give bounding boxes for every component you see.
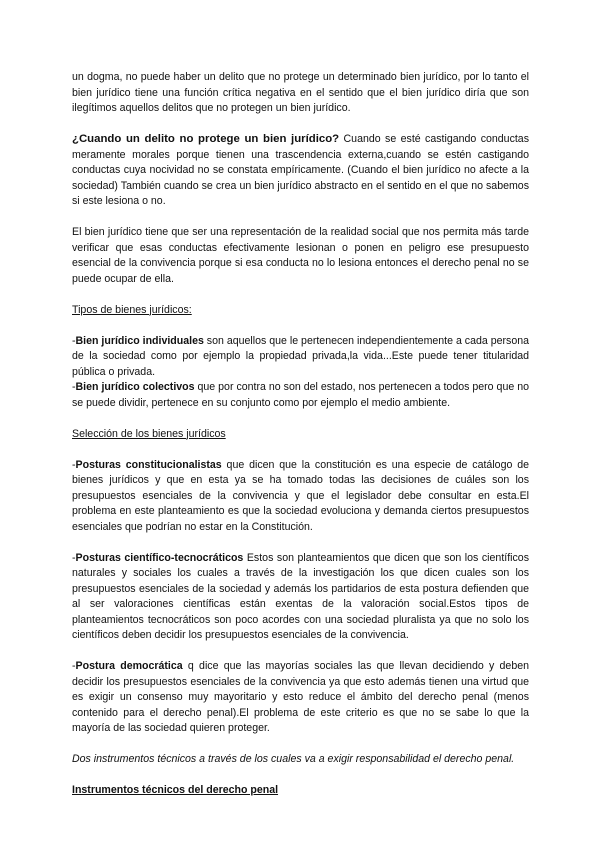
section-heading-instruments: Instrumentos técnicos del derecho penal bbox=[72, 784, 279, 796]
definition-individual: son aquellos que le pertenecen independientemente a cada persona de la sociedad como por ejemplo la propiedad privada,la vida...Este puede tener titularidad pública o privada. bbox=[72, 334, 529, 378]
list-dash: - bbox=[72, 458, 76, 471]
term-individual: Bien jurídico individuales bbox=[75, 334, 204, 347]
paragraph-dogma: un dogma, no puede haber un delito que no protege un determinado bien jurídico, por lo tanto el bien jurídico tiene una función crítica negativa en el sentido que el bien jurídico diría que son ilegítimos aquellos delitos que no protegen un bien jurídico. bbox=[72, 71, 529, 114]
paragraph-representation: El bien jurídico tiene que ser una representación de la realidad social que nos permita más tarde verificar que esas conductas efectivamente lesionan o ponen en peligro ese presupuesto esencial de la convivencia porque si esa conducta no lo lesiona entonces el derecho penal no se puede ocupar de ella. bbox=[72, 226, 529, 285]
term-scientific: Posturas científico-tecnocráticos bbox=[75, 551, 244, 564]
list-dash: - bbox=[72, 551, 76, 564]
italic-note: Dos instrumentos técnicos a través de los cuales va a exigir responsabilidad el derecho penal. bbox=[72, 753, 515, 765]
section-heading-types: Tipos de bienes jurídicos: bbox=[72, 303, 192, 316]
list-dash: - bbox=[72, 334, 76, 347]
definition-constitutional: que dicen que la constitución es una especie de catálogo de bienes jurídicos y que en esta ya se ha tomado todas las decisiones de cuáles son los presupuestos esenciales de la convivencia y que el legislador debe consultar en esta.El problema en este planteamiento es que la sociedad evoluciona y demanda ciertos presupuestos esenciales que podrían no estar en la Constitución. bbox=[72, 458, 529, 533]
list-item-individual bbox=[72, 334, 529, 381]
definition-collective: que por contra no son del estado, nos pertenecen a todos pero que no se puede dividir, pertenece en su conjunto como por ejemplo el medio ambiente. bbox=[72, 381, 529, 409]
list-dash: - bbox=[72, 381, 76, 393]
posture-democratic bbox=[72, 659, 529, 737]
term-democratic: Postura democrática bbox=[75, 660, 183, 672]
question-heading: ¿Cuando un delito no protege un bien jurídico? bbox=[72, 133, 340, 145]
list-dash: - bbox=[72, 660, 76, 672]
term-constitutional: Posturas constitucionalistas bbox=[75, 458, 222, 471]
definition-democratic: q dice que las mayorías sociales las que llevan decidiendo y deben decidir los presupuestos esenciales de la convivencia ya que esto además tienen una virtud que es exigir un consenso muy mayoritario y esto reduce el ámbito del derecho penal (menos contenido para el derecho penal).El problema de este criterio es que no se sabe lo que la mayoría de las sociedad quieren proteger. bbox=[72, 660, 529, 734]
question-answer: Cuando se esté castigando conductas meramente morales porque tienen una trascendencia externa,cuando se estén castigando conductas cuya nocividad no se constata empíricamente. (Cuando el bien jurídico no afecte a la sociedad) También cuando se crea un bien jurídico abstracto en el sentido en el que no sabemos si este lesiona o no. bbox=[72, 133, 529, 207]
list-item-collective bbox=[72, 380, 529, 411]
definition-scientific: Estos son planteamientos que dicen que son los científicos naturales y sociales los cuales a través de la investigación los que dicen cuales son los presupuestos esenciales de la sociedad y además los partidarios de esta postura defienden que al ser valoraciones científicas están exentas de la valoración social.Estos tipos de planteamientos tecnocráticos son poco acordes con una sociedad pluralista ya que no solo los científicos deben decidir los presupuestos esenciales de la convivencia. bbox=[72, 551, 529, 641]
section-heading-selection: Selección de los bienes jurídicos bbox=[72, 427, 226, 440]
posture-constitutional bbox=[72, 458, 529, 536]
term-collective: Bien jurídico colectivos bbox=[75, 381, 195, 393]
paragraph-question bbox=[72, 132, 529, 210]
document-page bbox=[72, 70, 529, 799]
posture-scientific bbox=[72, 551, 529, 644]
